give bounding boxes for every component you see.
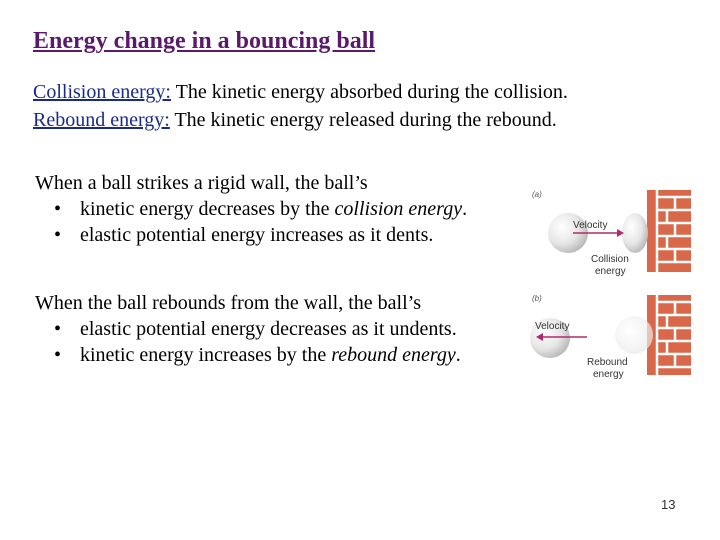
- definition-rebound-text: The kinetic energy released during the rebound.: [169, 109, 557, 131]
- collision-energy-label-line1: Collision: [591, 254, 629, 265]
- wall-b: [647, 295, 691, 375]
- page-number: 13: [661, 497, 676, 512]
- rebound-paragraph: [35, 290, 515, 368]
- definition-collision: [33, 78, 568, 106]
- rebound-bullet-kinetic: [35, 342, 515, 368]
- rebound-energy-emphasis: rebound energy: [331, 344, 456, 366]
- definition-rebound: [33, 106, 568, 134]
- collision-intro: When a ball strikes a rigid wall, the ball’s: [35, 172, 368, 194]
- rebound-bullet-kinetic-text: kinetic energy increases by the: [80, 344, 332, 366]
- slide-title: Energy change in a bouncing ball: [33, 28, 376, 54]
- panel-a: [532, 190, 691, 277]
- collision-bullet-kinetic-end: .: [462, 198, 468, 220]
- collision-bullet-kinetic-text: kinetic energy decreases by the: [80, 198, 335, 220]
- term-rebound-energy: Rebound energy:: [33, 109, 170, 131]
- panel-b-tag: (b): [532, 294, 542, 303]
- collision-paragraph: [35, 170, 515, 248]
- rebound-bullet-elastic: • elastic potential energy decreases as it undents.: [35, 316, 515, 342]
- panel-a-tag: (a): [532, 190, 542, 199]
- velocity-label-b: Velocity: [535, 321, 570, 332]
- bouncing-ball-figure: [525, 185, 705, 390]
- ball-a-dented: [622, 213, 648, 253]
- collision-bullet-elastic: • elastic potential energy increases as it dents.: [35, 222, 515, 248]
- rebound-intro: When the ball rebounds from the wall, the ball’s: [35, 292, 422, 314]
- rebound-energy-label-line1: Rebound: [587, 357, 628, 368]
- term-collision-energy: Collision energy:: [33, 81, 171, 103]
- wall-a: [647, 190, 691, 272]
- definition-collision-text: The kinetic energy absorbed during the collision.: [170, 81, 568, 103]
- collision-energy-emphasis: collision energy: [334, 198, 463, 220]
- velocity-label-a: Velocity: [573, 220, 608, 231]
- rebound-bullets: [35, 316, 515, 368]
- collision-bullets: [35, 196, 515, 248]
- ball-b-ghost: [615, 316, 653, 354]
- panel-b: [530, 294, 691, 380]
- collision-energy-label-line2: energy: [595, 266, 626, 277]
- rebound-energy-label-line2: energy: [593, 369, 624, 380]
- definitions: [33, 78, 568, 134]
- rebound-bullet-kinetic-end: .: [455, 344, 461, 366]
- collision-bullet-kinetic: [35, 196, 515, 222]
